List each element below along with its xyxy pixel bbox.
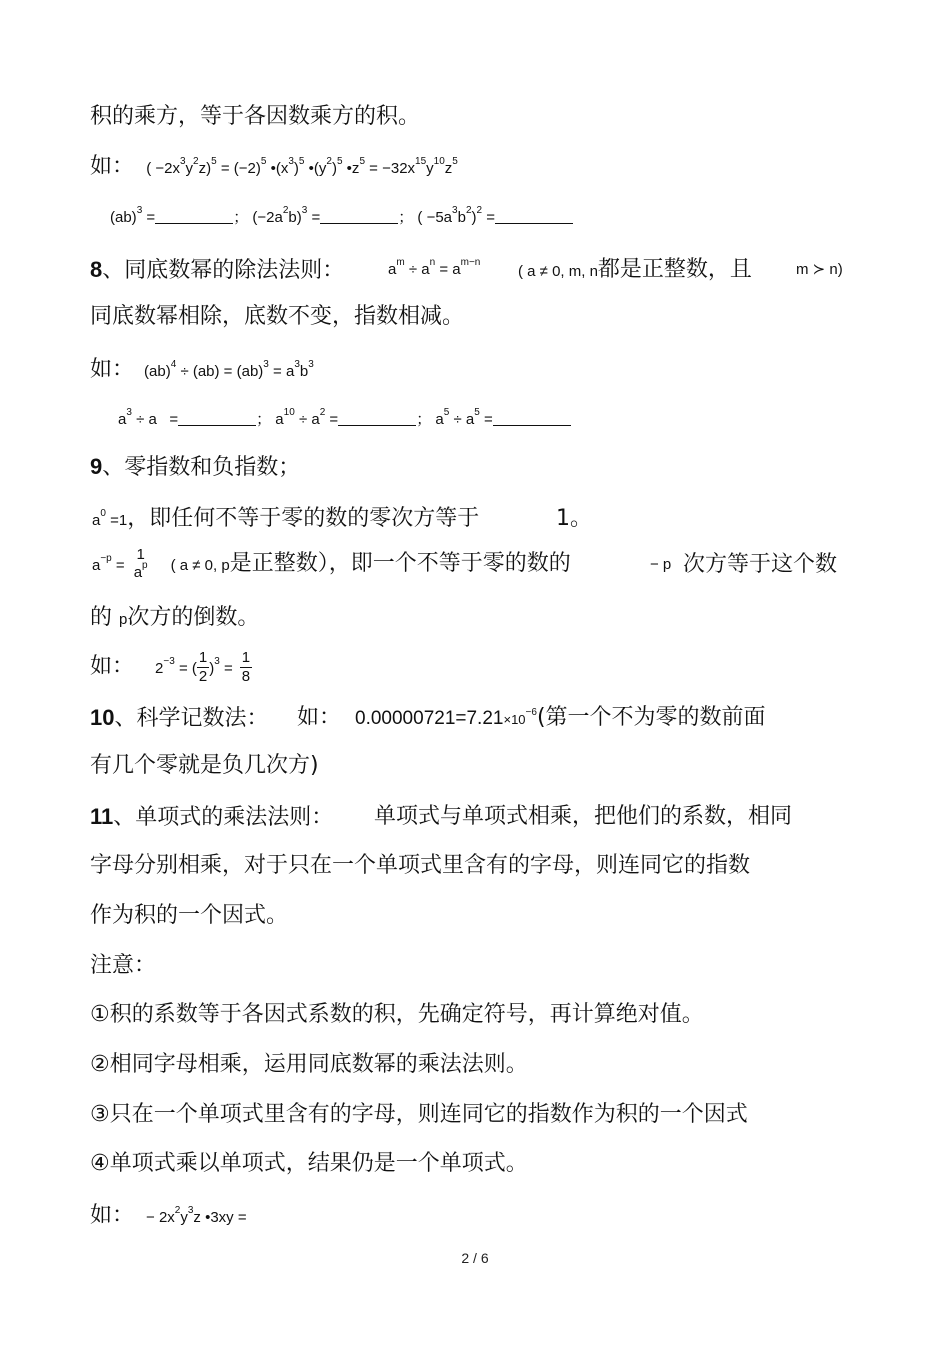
exponent: −p	[100, 553, 112, 564]
exponent: 5	[336, 156, 343, 167]
math-term: )	[209, 660, 215, 677]
example-label: 如：	[90, 357, 135, 382]
monomial-rule-text: 单项式与单项式相乘，把他们的系数，相同	[374, 804, 793, 829]
section-title: 、科学记数法：	[114, 706, 269, 731]
section-number: 11	[90, 804, 114, 829]
fraction	[240, 649, 252, 686]
example-label: 如：	[90, 1203, 135, 1228]
math-term: a	[388, 261, 397, 278]
separator: ；	[398, 209, 414, 226]
math-term: y	[426, 160, 434, 177]
exponent: 10	[283, 407, 295, 418]
section-number: 9	[90, 454, 103, 479]
equals-sign: =	[311, 209, 321, 226]
math-term: 2	[155, 660, 164, 677]
scientific-notation-example	[297, 703, 766, 735]
equals-sign: =	[486, 209, 495, 226]
denominator: 8	[241, 667, 251, 685]
exponent: 5	[298, 156, 305, 167]
answer-blank[interactable]	[493, 411, 571, 426]
exponent: p	[142, 560, 148, 571]
zero-exponent-result: 1。	[556, 506, 592, 531]
math-term: = a	[439, 261, 461, 278]
math-term: a	[275, 411, 284, 428]
math-term: =1	[110, 512, 128, 529]
exponent: 3	[288, 156, 294, 167]
math-term: a	[435, 411, 444, 428]
math-term: )	[471, 209, 477, 226]
math-term: ( a ≠ 0, m, n	[518, 263, 598, 280]
math-term: 0.00000721=7.21	[355, 708, 504, 729]
rule-text-end: 次方等于这个数	[683, 552, 838, 577]
math-term: z •3xy =	[193, 1209, 247, 1226]
separator: ；	[416, 411, 432, 428]
exponent: 2	[319, 407, 326, 418]
math-term: ( −2x	[146, 160, 180, 177]
math-term: y	[180, 1209, 188, 1226]
note-text: (第一个不为零的数前面	[536, 705, 766, 730]
exponent: m−n	[460, 257, 481, 268]
zero-exponent-rule	[92, 504, 479, 536]
math-term: b	[299, 363, 309, 380]
negative-p: − p	[650, 556, 672, 573]
rule-text: 次方的倒数。	[127, 605, 260, 630]
text-line-product-power: 积的乘方，等于各因数乘方的积。	[90, 104, 421, 129]
math-term: )	[293, 160, 299, 177]
math-term: b	[457, 209, 466, 226]
math-term: (−2a	[252, 209, 283, 226]
exponent: 5	[452, 156, 458, 167]
exponent: 3	[126, 407, 132, 418]
math-term: (ab)	[144, 363, 171, 380]
equals-sign: =	[483, 411, 493, 428]
equals-sign: =	[146, 209, 156, 226]
note-item: ②相同字母相乘，运用同底数幂的乘法法则。	[90, 1052, 528, 1077]
math-term: − 2x	[146, 1209, 175, 1226]
section-number: 10	[90, 705, 115, 730]
math-term: ÷ (ab) = (ab)	[180, 363, 264, 380]
exponent: 3	[452, 205, 458, 216]
rule-text: 的	[90, 605, 113, 630]
exponent: 5	[443, 407, 450, 418]
exponent: 3	[308, 359, 314, 370]
exponent: 2	[465, 205, 472, 216]
exponent: 3	[136, 205, 143, 216]
exponent: 3	[294, 359, 300, 370]
exponent: 3	[214, 656, 220, 667]
rule-text: 是正整数），即一个不等于零的数的	[229, 551, 571, 576]
exponent: 2	[476, 205, 483, 216]
math-term: = −32x	[369, 160, 416, 177]
rule-text: ，即任何不等于零的数的零次方等于	[127, 506, 480, 531]
exponent: 3	[179, 156, 186, 167]
exponent: −3	[163, 656, 175, 667]
exercise-division	[118, 405, 571, 435]
example-monomial	[90, 1201, 247, 1233]
numerator: 1	[241, 648, 251, 666]
exponent: 2	[174, 1205, 181, 1216]
exponent: 2	[326, 156, 332, 167]
math-term: ( a ≠ 0, p	[170, 557, 230, 574]
fraction	[197, 649, 209, 686]
exponent: 4	[170, 359, 177, 370]
text-line-monomial-rule-3: 作为积的一个因式。	[90, 903, 289, 928]
section-number: 8	[90, 257, 103, 282]
math-term: b)	[288, 209, 302, 226]
equals-sign: =	[115, 557, 125, 574]
numerator: 1	[198, 648, 208, 666]
note-label: 注意：	[90, 953, 157, 978]
example-division	[90, 355, 314, 387]
section-11-heading	[90, 802, 333, 833]
math-term: ( −5a	[417, 209, 453, 226]
math-term: (ab)	[110, 209, 137, 226]
exponent: 5	[260, 156, 267, 167]
denominator: a	[133, 564, 143, 581]
exponent: m	[396, 257, 405, 268]
section-title: 、零指数和负指数；	[102, 455, 301, 480]
division-rule-condition	[518, 255, 752, 287]
section-title: 、同底数幂的除法法则：	[102, 258, 345, 283]
math-term: y	[185, 160, 194, 177]
math-term: •(y	[308, 160, 327, 177]
exponent: 5	[359, 156, 365, 167]
answer-blank[interactable]	[495, 209, 573, 224]
math-term: ÷ a	[453, 411, 475, 428]
math-term: = (−2)	[220, 160, 261, 177]
exponent: 10	[433, 156, 445, 167]
math-term: z	[444, 160, 453, 177]
equals-sign: =	[223, 660, 233, 677]
division-rule-condition-end: m ≻ n)	[796, 261, 843, 278]
example-label: 如：	[90, 154, 135, 179]
answer-blank[interactable]	[320, 209, 398, 224]
exponent: 3	[263, 359, 269, 370]
fraction	[132, 546, 150, 582]
exercise-product-power	[110, 203, 573, 233]
math-term: a	[92, 557, 101, 574]
math-term: z)	[198, 160, 212, 177]
math-term: •(x	[270, 160, 289, 177]
example-product-power	[90, 152, 458, 184]
math-term: )	[331, 160, 337, 177]
math-term: = (	[178, 660, 197, 677]
exponent: 3	[301, 205, 308, 216]
equals-sign: =	[329, 411, 339, 428]
exponent: n	[429, 257, 436, 268]
math-term: a	[118, 411, 127, 428]
text-line-division-rule: 同底数幂相除，底数不变，指数相减。	[90, 304, 465, 329]
text-line-monomial-rule-2: 字母分别相乘，对于只在一个单项式里含有的字母，则连同它的指数	[90, 853, 751, 878]
section-title: 、单项式的乘法法则：	[113, 805, 334, 830]
answer-blank[interactable]	[155, 209, 233, 224]
exponent: 15	[415, 156, 427, 167]
equals-sign: =	[169, 411, 179, 428]
division-rule-formula	[388, 255, 480, 285]
math-term: p	[119, 611, 128, 628]
denominator: 2	[198, 667, 208, 685]
example-negative-exponent	[90, 645, 252, 691]
separator: ；	[233, 209, 249, 226]
note-item: ④单项式乘以单项式，结果仍是一个单项式。	[90, 1151, 528, 1176]
exponent: 5	[211, 156, 217, 167]
exponent: 2	[282, 205, 289, 216]
negative-exponent-rule	[92, 544, 571, 586]
answer-blank[interactable]	[178, 411, 256, 426]
math-term: ÷ a	[298, 411, 320, 428]
exponent: 5	[474, 407, 480, 418]
condition-text: 都是正整数，且	[597, 257, 752, 282]
math-term: ×10	[503, 712, 526, 727]
section-8-heading	[90, 255, 344, 286]
answer-blank[interactable]	[338, 411, 416, 426]
section-10-heading	[90, 703, 269, 734]
separator: ；	[256, 411, 272, 428]
exponent: 0	[100, 508, 106, 519]
note-item: ③只在一个单项式里含有的字母，则连同它的指数作为积的一个因式	[90, 1102, 748, 1127]
math-term: ÷ a	[136, 411, 157, 428]
text-line-scientific-note: 有几个零就是负几次方)	[90, 753, 319, 778]
page-number: 2 / 6	[461, 1250, 489, 1266]
example-label: 如：	[90, 654, 135, 679]
example-label: 如：	[297, 705, 342, 730]
math-term: = a	[273, 363, 295, 380]
exponent: 2	[193, 156, 199, 167]
section-9-heading	[90, 452, 300, 483]
math-term: ÷ a	[408, 261, 430, 278]
note-item: ①积的系数等于各因式系数的积，先确定符号，再计算绝对值。	[90, 1002, 704, 1027]
numerator: 1	[136, 546, 145, 563]
exponent: −6	[525, 707, 537, 718]
math-term: •z	[346, 160, 360, 177]
exponent: 3	[187, 1205, 194, 1216]
negative-exponent-rule-cont	[90, 603, 259, 635]
math-term: a	[92, 512, 101, 529]
